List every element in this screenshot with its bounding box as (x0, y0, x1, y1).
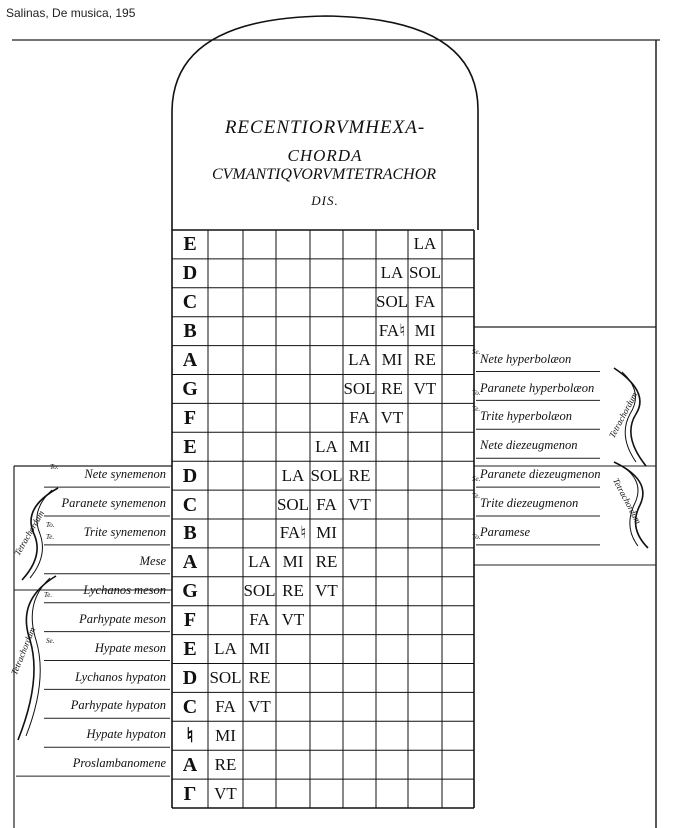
syllable-cell: LA (380, 263, 404, 283)
syllable-cell: LA (413, 234, 437, 254)
right-pitch-label: Paranete hyperbolæon (480, 380, 595, 395)
syllable-cell: SOL (243, 581, 276, 601)
syllable-cell: SOL (408, 263, 442, 283)
left-pitch-label: Parhypate hypaton (70, 698, 166, 713)
left-pitch-label: Hypate hypaton (86, 727, 166, 742)
syllable-cell: MI (215, 725, 236, 745)
header-line-4: DIS. (311, 193, 339, 208)
brace-label-right-upper: Tetrachordum (606, 390, 640, 440)
syllable-cell: MI (249, 639, 270, 659)
row-letter: C (182, 291, 198, 314)
row-letter: F (183, 609, 197, 632)
syllable-cell: VT (315, 581, 338, 601)
syllable-cell: VT (248, 696, 271, 716)
right-pitch-label: Paranete diezeugmenon (480, 467, 601, 482)
row-letter: D (182, 464, 198, 487)
header-line-1: RECENTIORVMHEXA- (224, 117, 426, 138)
syllable-cell: SOL (209, 667, 242, 687)
row-letter: A (182, 349, 198, 372)
syllable-cell: FA♮ (378, 321, 406, 341)
row-letter: D (182, 262, 198, 285)
row-letter: A (182, 551, 198, 574)
syllable-cell: LA (281, 465, 305, 485)
row-letter: A (182, 753, 198, 776)
right-pitch-label: Nete diezeugmenon (480, 438, 578, 453)
syllable-cell: FA (215, 696, 236, 716)
header-line-3: CVMANTIQVORVMTETRACHOR (211, 166, 437, 183)
syllable-cell: FA (414, 292, 436, 312)
left-pitch-label: Lychanos meson (83, 582, 166, 597)
row-letter: F (183, 406, 197, 429)
tiny-mark: Te. (472, 405, 481, 414)
tiny-mark: Se. (46, 636, 55, 645)
brace-label-left-upper: Tetrachordum (12, 508, 47, 558)
syllable-cell: MI (414, 321, 436, 341)
tiny-mark: To. (472, 533, 481, 541)
left-pitch-label: Proslambanomene (72, 756, 166, 771)
syllable-cell: VT (281, 610, 305, 630)
syllable-cell: RE (214, 754, 237, 774)
syllable-cell: RE (315, 552, 338, 572)
syllable-cell: FA (316, 494, 337, 514)
row-letter: ♮ (186, 724, 194, 747)
syllable-cell: SOL (310, 465, 343, 485)
syllable-cell: LA (348, 350, 371, 370)
row-letter: D (182, 666, 198, 689)
right-pitch-label: Trite diezeugmenon (480, 496, 579, 511)
right-pitch-label: Trite hyperbolæon (480, 409, 573, 424)
syllable-cell: SOL (276, 494, 310, 514)
tiny-mark: To. (50, 463, 59, 472)
syllable-cell: VT (214, 783, 237, 803)
syllable-cell: MI (316, 523, 337, 543)
syllable-cell: VT (413, 378, 437, 398)
tiny-mark: Te. (44, 590, 53, 599)
syllable-cell: MI (381, 350, 403, 370)
syllable-cell: RE (248, 667, 271, 687)
row-letter: E (183, 233, 197, 256)
row-letter: B (183, 320, 197, 343)
syllable-cell: RE (348, 465, 371, 485)
row-letter: G (182, 377, 198, 400)
syllable-cell: VT (380, 407, 404, 427)
left-pitch-label: Paranete synemenon (61, 496, 166, 511)
row-letter: C (182, 695, 198, 718)
left-pitch-label: Hypate meson (94, 640, 166, 655)
row-letter: B (183, 522, 197, 545)
syllable-cell: LA (315, 436, 338, 456)
syllable-cell: FA♮ (279, 523, 307, 543)
header-line-2: CHORDA (287, 146, 363, 165)
syllable-cell: RE (414, 350, 436, 370)
tiny-mark: To. (472, 388, 481, 397)
syllable-cell: MI (349, 436, 370, 456)
left-pitch-label: Lychanos hypaton (75, 669, 166, 684)
syllable-cell: RE (282, 581, 304, 601)
syllable-cell: MI (282, 552, 304, 572)
left-pitch-label: Mese (139, 553, 166, 568)
syllable-cell: SOL (343, 378, 376, 398)
syllable-cell: FA (349, 407, 370, 427)
syllable-cell: VT (348, 494, 371, 514)
tiny-mark: Te. (472, 492, 481, 501)
row-letter: C (182, 493, 198, 516)
left-pitch-label: Parhypate meson (79, 611, 166, 626)
tiny-mark: Se. (472, 475, 481, 484)
syllable-cell: SOL (376, 292, 409, 312)
tiny-mark: Te. (46, 533, 55, 541)
tone-grid (172, 230, 474, 808)
row-letter: G (182, 580, 198, 603)
syllable-cell: RE (381, 378, 403, 398)
right-pitch-label: Nete hyperbolæon (480, 351, 572, 366)
row-letter: E (183, 435, 197, 458)
syllable-cell: LA (248, 552, 271, 572)
syllable-cell: FA (249, 610, 270, 630)
brace-label-left-lower: Tetrachordum (9, 625, 38, 677)
left-pitch-label: Nete synemenon (84, 467, 166, 482)
syllable-cell: LA (214, 639, 237, 659)
right-pitch-label: Paramese (480, 525, 530, 539)
left-pitch-label: Trite synemenon (83, 525, 166, 539)
row-letter: E (183, 638, 197, 661)
figure-caption: Salinas, De musica, 195 (6, 6, 136, 20)
row-letter: Γ (183, 782, 197, 805)
brace-label-right-lower: Tetrachordum (610, 476, 644, 526)
tiny-mark: To. (46, 521, 55, 529)
tiny-mark: Se. (472, 347, 481, 356)
